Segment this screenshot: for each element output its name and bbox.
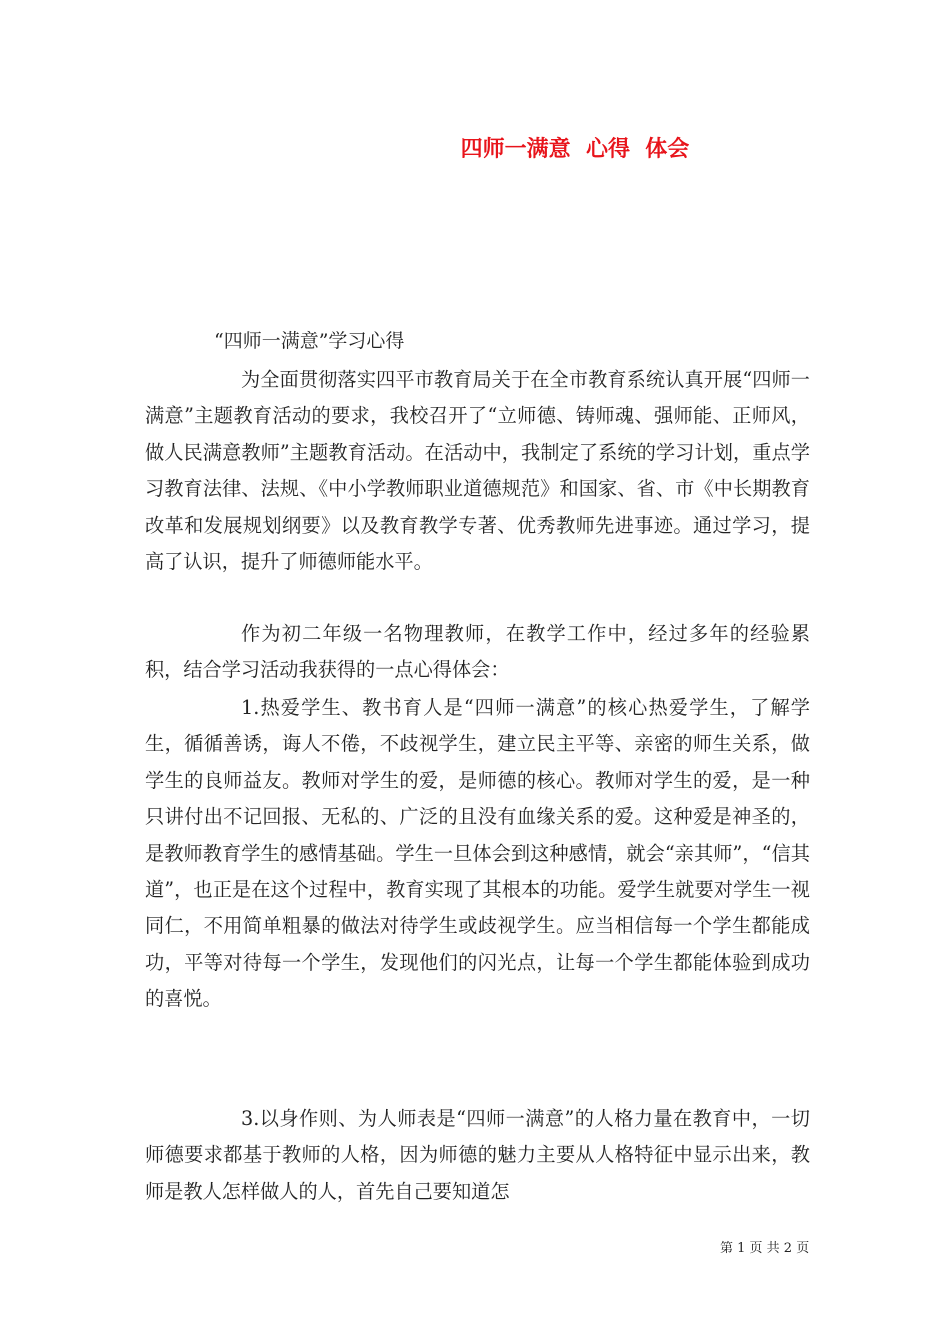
paragraph-3: 1.热爱学生、教书育人是“四师一满意”的核心热爱学生，了解学生，循循善诱，诲人不倦，不歧视学生，建立民主平等、亲密的师生关系，做学生的良师益友。教师对学生的爱，是师德的核心。教师对学生的爱，是一种只讲付出不记回报、无私的、广泛的且没有血缘关系的爱。这种爱是神圣的，是教师教育学生的感情基础。学生一旦体会到这种感情，就会“亲其师”，“信其道”，也正是在这个过程中，教育实现了其根本的功能。爱学生就要对学生一视同仁，不用简单粗暴的做法对待学生或歧视学生。应当相信每一个学生都能成功，平等对待每一个学生，发现他们的闪光点，让每一个学生都能体验到成功的喜悦。 <box>145 696 810 1011</box>
paragraph-4: 3.以身作则、为人师表是“四师一满意”的人格力量在教育中，一切师德要求都基于教师的人格，因为师德的魅力主要从人格特征中显示出来，教师是教人怎样做人的人，首先自己要知道怎 <box>145 1107 810 1203</box>
page-number-footer: 第 1 页 共 2 页 <box>720 1241 810 1256</box>
paragraph-1: 为全面贯彻落实四平市教育局关于在全市教育系统认真开展“四师一满意”主题教育活动的要求，我校召开了“立师德、铸师魂、强师能、正师风，做人民满意教师”主题教育活动。在活动中，我制定了系统的学习计划，重点学习教育法律、法规、《中小学教师职业道德规范》和国家、省、市《中长期教育改革和发展规划纲要》以及教育教学专著、优秀教师先进事迹。通过学习，提高了认识，提升了师德师能水平。 <box>145 368 810 574</box>
document-title: 四师一满意 心得 体会 <box>460 136 690 162</box>
paragraph-2: 作为初二年级一名物理教师，在教学工作中，经过多年的经验累积，结合学习活动我获得的一点心得体会： <box>145 622 810 682</box>
document-subtitle: “四师一满意”学习心得 <box>214 330 405 352</box>
